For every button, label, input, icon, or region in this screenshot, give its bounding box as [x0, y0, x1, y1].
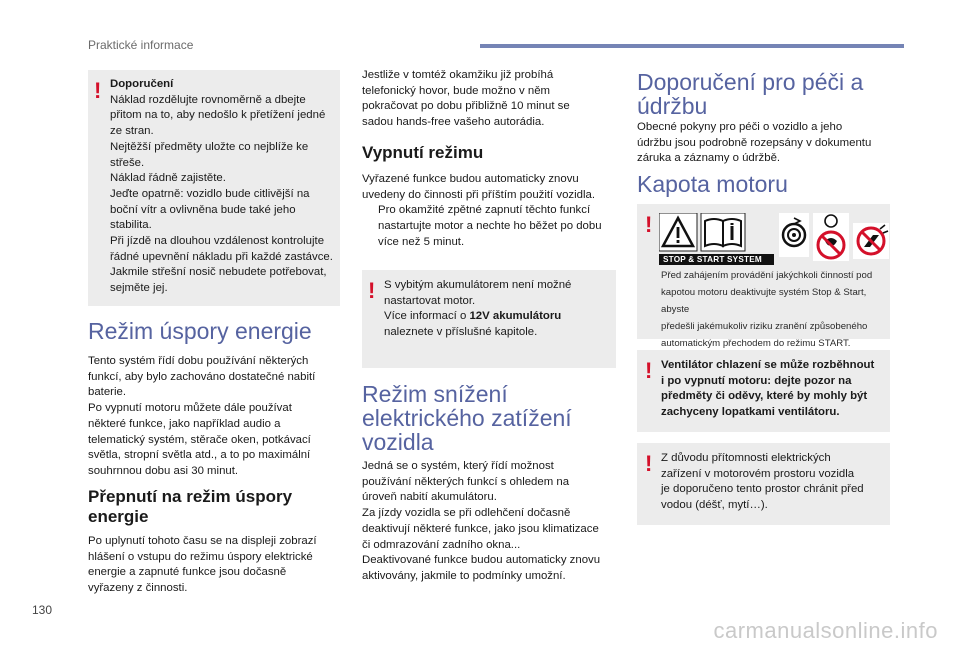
warning-icon: !: [368, 278, 376, 303]
watermark: carmanualsonline.info: [713, 618, 938, 643]
text-line: baterie.: [88, 386, 126, 399]
warning-icon: !: [94, 78, 102, 103]
note-line: nastartovat motor.: [384, 294, 476, 307]
text-line: některé funkce, jako například audio a: [88, 417, 281, 430]
note-line: sejměte jej.: [110, 282, 168, 295]
note-line: Náklad řádně zajistěte.: [110, 172, 226, 185]
heading-line: energie: [88, 507, 149, 526]
manual-book-icon: [701, 213, 745, 251]
load-advice-note: [88, 70, 340, 306]
note-line: zařízení v motorovém prostoru vozidla: [661, 467, 855, 480]
arrow-bullet-icon: [362, 203, 378, 250]
hood-heading: Kapota motoru: [637, 171, 788, 197]
text-line: Jedná se o systém, který řídí možnost: [362, 460, 554, 472]
text-line: úroveň nabití akumulátoru.: [362, 491, 497, 504]
text-line: či odmrazování zadního okna...: [362, 538, 521, 551]
text-line: pokračovat po dobu přibližně 10 minut se: [362, 100, 570, 113]
warning-icon: !: [645, 358, 653, 383]
page-number: 130: [32, 603, 53, 617]
text-line: Po vypnutí motoru můžete dále používat: [88, 402, 292, 415]
heading-line: Režim snížení: [362, 381, 508, 407]
electric-warning-note: [637, 443, 890, 525]
switch-mode-text: [88, 534, 348, 597]
note-line: boční vítr a ovlivněna bude také jeho: [110, 203, 296, 216]
text-line: záruka a záznamy o údržbě.: [637, 152, 781, 165]
section-title: Praktické informace: [88, 38, 194, 52]
note-line: i po vypnutí motoru: dejte pozor na: [661, 374, 852, 387]
exit-mode-text: [362, 172, 620, 251]
text-line: více než 5 minut.: [378, 235, 465, 248]
text-line: Po uplynutí tohoto času se na displeji zobrazí: [88, 535, 317, 547]
text-line: světla, stropní světla atd., a to po maximální: [88, 449, 311, 462]
note-line: předměty či oděvy, které by mohly být: [661, 390, 868, 403]
note-line: Při jízdě na dlouhou vzdálenost kontrolujte: [110, 235, 325, 248]
heading-line: Doporučení pro péči a: [637, 69, 864, 95]
text-line: údržbu jsou podrobně rozepsány v dokumentu: [637, 136, 872, 149]
care-text: [637, 120, 897, 167]
note-line: [384, 309, 612, 325]
warning-icon: !: [645, 451, 653, 476]
note-line: S vybitým akumulátorem není možné: [384, 279, 572, 291]
fan-prohibited-icon: [813, 213, 849, 261]
battery-note: [362, 270, 616, 368]
note-line: Z důvodu přítomnosti elektrických: [661, 452, 831, 464]
bullet-item: [362, 203, 620, 250]
note-line: střeše.: [110, 156, 145, 169]
text-line: vyřazeny z činnosti.: [88, 582, 188, 595]
text-line: energie a zapnuté funkce jsou dočasně: [88, 566, 287, 579]
hands-free-text: [362, 68, 617, 131]
exit-mode-heading: Vypnutí režimu: [362, 143, 484, 162]
text-line: telematický systém, stěrače oken, potkávací: [88, 433, 311, 446]
note-line: stabilita.: [110, 219, 152, 232]
text-line: Za jízdy vozidla se při odlehčení dočasně: [362, 507, 571, 520]
load-reduction-text: [362, 459, 622, 585]
text-line: souhrnnou dobu asi 30 minut.: [88, 464, 239, 477]
fan-warning-note: [637, 350, 890, 432]
note-line: vodou (déšť, mytí…).: [661, 499, 768, 512]
heading-line: údržbu: [637, 93, 708, 119]
caption-line: předešli jakémukoliv riziku zranění způsobeného: [661, 321, 868, 332]
text-line: nastartujte motor a nechte ho běžet po dobu: [378, 220, 602, 233]
text-line: Jestliže v tomtéž okamžiku již probíhá: [362, 69, 554, 81]
text-line: používání některých funkcí s ohledem na: [362, 475, 570, 488]
text-line: deaktivují některé funkce, jako jsou klimatizace: [362, 522, 599, 535]
warning-icon: !: [645, 212, 653, 237]
note-line: Nejtěžší předměty uložte co nejblíže ke: [110, 140, 309, 153]
note-title: Doporučení: [110, 78, 174, 90]
note-line: Jeďte opatrně: vozidlo bude citlivější na: [110, 187, 310, 200]
caption-line: Před zahájením provádění jakýchkoli činností pod: [661, 270, 873, 281]
note-line: naleznete v příslušné kapitole.: [384, 326, 538, 339]
economy-mode-heading: Režim úspory energie: [88, 318, 312, 344]
note-line: Ventilátor chlazení se může rozběhnout: [661, 359, 875, 371]
text-line: Obecné pokyny pro péči o vozidlo a jeho: [637, 121, 843, 133]
text-line: telefonický hovor, bude možno v něm: [362, 84, 551, 97]
warning-triangle-icon: [659, 213, 697, 251]
belt-pulley-icon: [779, 213, 809, 257]
note-line: Jakmile střešní nosič nebudete potřebovat,: [110, 266, 327, 279]
text-line: funkcí, aby bylo zachováno dostatečné nabití: [88, 370, 316, 383]
text-line: Deaktivované funkce budou automaticky znovu: [362, 554, 601, 567]
text-line: Tento systém řídí dobu používání některých: [88, 355, 309, 367]
heading-line: vozidla: [362, 429, 434, 455]
ref-link: 12V akumulátoru: [469, 310, 562, 323]
heading-line: elektrického zatížení: [362, 405, 572, 431]
note-line: je doporučeno tento prostor chránit před: [661, 483, 864, 496]
caption-line: kapotou motoru deaktivujte systém Stop & Start, abyste: [661, 287, 867, 315]
note-line: zachyceny lopatkami ventilátoru.: [661, 406, 840, 419]
note-line: přitom na to, aby nedošlo k přetížení jedné: [110, 109, 326, 122]
text-line: Vyřazené funkce budou automaticky znovu: [362, 173, 579, 185]
text-line: aktivovány, jakmile to podmínky umožní.: [362, 569, 566, 582]
hood-warning-note: [637, 204, 890, 349]
care-heading: [637, 70, 897, 118]
water-prohibited-icon: [853, 223, 889, 259]
economy-mode-text: [88, 354, 348, 480]
note-line: ze stran.: [110, 125, 154, 138]
switch-mode-heading: [88, 487, 348, 527]
hood-caption: [661, 267, 889, 352]
text-line: uvedeny do činnosti při příštím použití vozidla.: [362, 188, 595, 201]
section-bar: [480, 44, 904, 48]
text-line: Pro okamžité zpětné zapnutí těchto funkcí: [378, 204, 591, 217]
ref-prefix: Více informací o: [384, 310, 470, 323]
note-line: řádné upevnění nákladu při každé zastávce.: [110, 250, 333, 263]
text-line: sadou hands-free vašeho autorádia.: [362, 116, 545, 129]
load-reduction-heading: [362, 382, 622, 454]
note-line: Náklad rozdělujte rovnoměrně a dbejte: [110, 93, 306, 106]
stop-start-label: STOP & START SYSTEM: [663, 255, 762, 264]
heading-line: Přepnutí na režim úspory: [88, 487, 293, 506]
text-line: hlášení o vstupu do režimu úspory elektrické: [88, 550, 313, 563]
caption-line: automatickým přechodem do režimu START.: [661, 338, 851, 349]
